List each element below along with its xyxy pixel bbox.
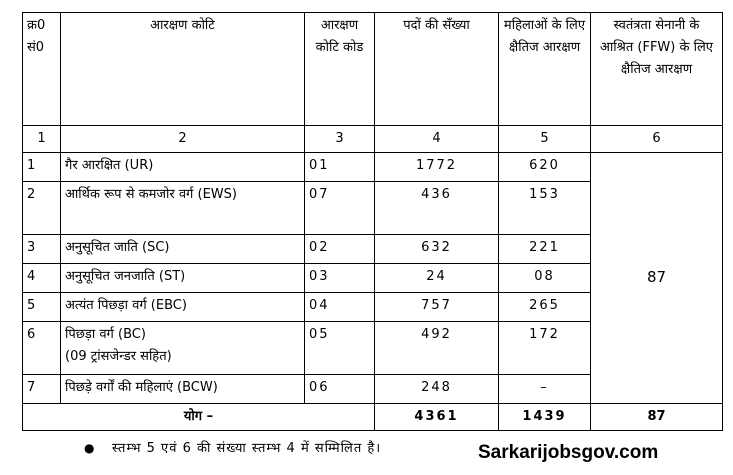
row-posts: 757 — [375, 293, 499, 322]
watermark: Sarkarijobsgov.com — [478, 442, 659, 463]
row-women: 221 — [499, 235, 591, 264]
row-code: 05 — [305, 322, 375, 375]
row-sno: 4 — [23, 264, 61, 293]
header-women: महिलाओं के लिए क्षैतिज आरक्षण — [499, 13, 591, 126]
row-women: 08 — [499, 264, 591, 293]
row-category: अनुसूचित जनजाति (ST) — [61, 264, 305, 293]
row-code: 06 — [305, 375, 375, 404]
row-posts: 24 — [375, 264, 499, 293]
col-num-3: 3 — [305, 126, 375, 153]
row-posts: 492 — [375, 322, 499, 375]
row-code: 02 — [305, 235, 375, 264]
row-category: गैर आरक्षित (UR) — [61, 153, 305, 182]
col-num-6: 6 — [591, 126, 723, 153]
reservation-table — [22, 12, 723, 431]
total-label: योग – — [23, 404, 375, 431]
row-category: अनुसूचित जाति (SC) — [61, 235, 305, 264]
header-posts: पदों की सॅंख्या — [375, 13, 499, 126]
col-num-2: 2 — [61, 126, 305, 153]
row-category: पिछड़ा वर्ग (BC) — [65, 327, 146, 342]
row-sno: 1 — [23, 153, 61, 182]
header-code: आरक्षण कोटि कोड — [305, 13, 375, 126]
row-posts: 248 — [375, 375, 499, 404]
row-code: 03 — [305, 264, 375, 293]
ffw-cell — [591, 153, 723, 404]
col-num-4: 4 — [375, 126, 499, 153]
bullet-icon: ● — [84, 441, 95, 455]
row-category: अत्यंत पिछड़ा वर्ग (EBC) — [61, 293, 305, 322]
header-category: आरक्षण कोटि — [61, 13, 305, 126]
col-num-5: 5 — [499, 126, 591, 153]
row-sno: 3 — [23, 235, 61, 264]
row-posts: 1772 — [375, 153, 499, 182]
table-row — [23, 153, 723, 182]
row-code: 07 — [305, 182, 375, 235]
row-women: 153 — [499, 182, 591, 235]
total-row — [23, 404, 723, 431]
total-women: 1439 — [499, 404, 591, 431]
row-code: 01 — [305, 153, 375, 182]
header-sno: क्र0 सं0 — [23, 13, 61, 126]
row-category: आर्थिक रूप से कमजोर वर्ग (EWS) — [61, 182, 305, 235]
row-category-sub: (09 ट्रांसजेन्डर सहित) — [65, 349, 172, 364]
row-sno: 7 — [23, 375, 61, 404]
row-posts: 632 — [375, 235, 499, 264]
header-row — [23, 13, 723, 126]
header-ffw: स्वतंत्रता सेनानी के आश्रित (FFW) के लिए क्षैतिज आरक्षण — [591, 13, 723, 126]
row-code: 04 — [305, 293, 375, 322]
row-sno: 5 — [23, 293, 61, 322]
row-women: 265 — [499, 293, 591, 322]
row-women: 620 — [499, 153, 591, 182]
footnote: स्तम्भ 5 एवं 6 की संख्या स्तम्भ 4 में सम्मिलित है। — [112, 441, 382, 456]
total-ffw: 87 — [591, 404, 723, 431]
row-sno: 6 — [23, 322, 61, 375]
row-posts: 436 — [375, 182, 499, 235]
row-category-cell — [61, 322, 305, 375]
row-sno: 2 — [23, 182, 61, 235]
col-num-1: 1 — [23, 126, 61, 153]
total-posts: 4361 — [375, 404, 499, 431]
ffw-value: 87 — [646, 268, 667, 286]
row-women: 172 — [499, 322, 591, 375]
row-category: पिछड़े वर्गों की महिलाएं (BCW) — [61, 375, 305, 404]
column-number-row — [23, 126, 723, 153]
row-women: – — [499, 375, 591, 404]
